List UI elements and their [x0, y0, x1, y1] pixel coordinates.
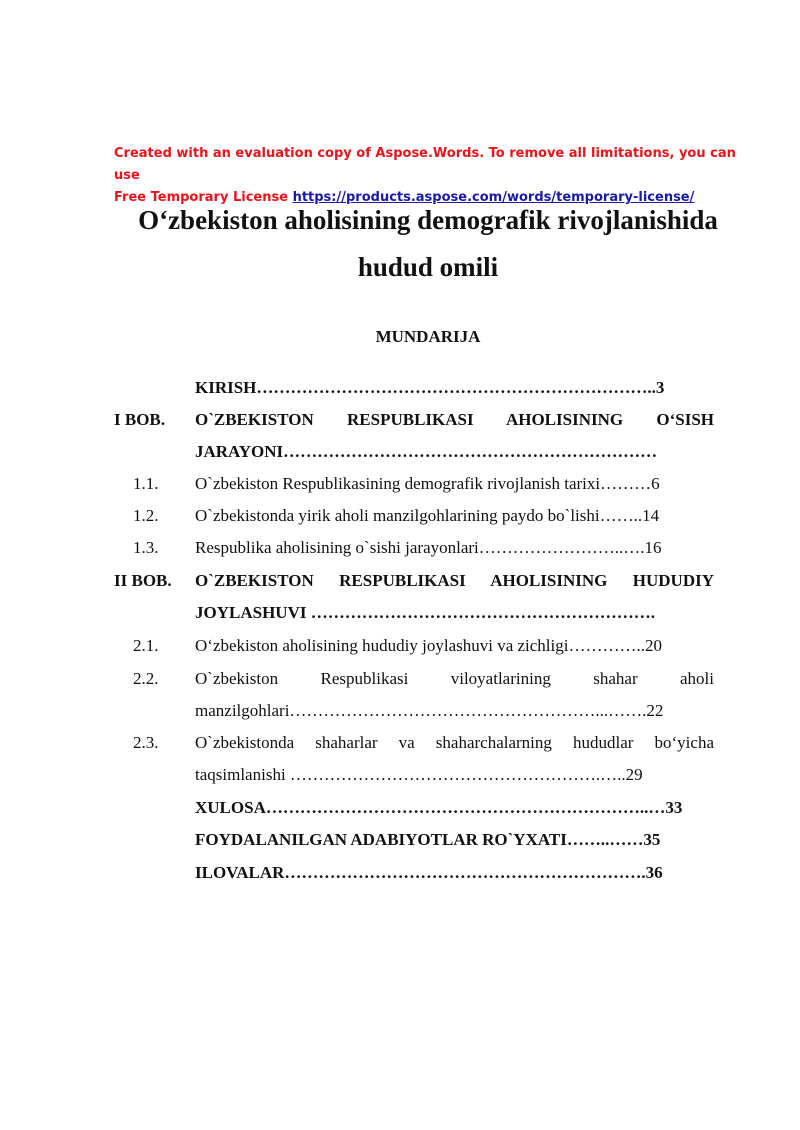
toc-section-2-2[interactable]: O`zbekiston Respublikasi viloyatlarining shahar aholi — [195, 669, 714, 688]
toc-section-1-3-number: 1.3. — [133, 538, 159, 557]
toc-section-2-3[interactable]: O`zbekistonda shaharlar va shaharchalarning hududlar bo‘yicha — [195, 733, 714, 752]
toc-section-2-2-cont[interactable]: manzilgohlari………………………………………………...…….22 — [195, 701, 664, 720]
document-title-line-2: hudud omili — [357, 252, 499, 282]
document-title-line-1: O‘zbekiston aholisining demografik rivojlanishida — [138, 205, 718, 235]
toc-section-2-1[interactable]: O‘zbekiston aholisining hududiy joylashuvi va zichligi…………..20 — [195, 636, 662, 655]
toc-section-2-3-number: 2.3. — [133, 733, 159, 752]
toc-chapter-2-title-cont[interactable]: JOYLASHUVI ……………………………………………………. — [195, 603, 655, 622]
toc-chapter-2-number: II BOB. — [114, 571, 172, 590]
toc-section-1-1[interactable]: O`zbekiston Respublikasining demografik rivojlanish tarixi………6 — [195, 474, 660, 493]
toc-section-1-1-number: 1.1. — [133, 474, 159, 493]
toc-chapter-1-number: I BOB. — [114, 410, 166, 429]
watermark-license-text: Free Temporary License — [114, 190, 293, 205]
toc-chapter-1-title-cont[interactable]: JARAYONI………………………………………………………… — [195, 442, 658, 461]
toc-section-1-2-number: 1.2. — [133, 506, 159, 525]
toc-section-2-3-cont[interactable]: taqsimlanishi ……………………………………………….…..29 — [195, 765, 643, 784]
toc-section-1-3[interactable]: Respublika aholisining o`sishi jarayonlari……………………..….16 — [195, 538, 662, 557]
toc-chapter-2-title[interactable]: O`ZBEKISTON RESPUBLIKASI AHOLISINING HUDUDIY — [195, 571, 714, 590]
toc-section-1-2[interactable]: O`zbekistonda yirik aholi manzilgohlarining paydo bo`lishi……..14 — [195, 506, 660, 525]
toc-section-2-2-number: 2.2. — [133, 669, 159, 688]
toc-entry-kirish[interactable]: KIRISH……………………………………………………………..3 — [195, 378, 665, 397]
watermark-license-link[interactable]: https://products.aspose.com/words/temporary-license/ — [292, 190, 695, 205]
watermark-line-1: Created with an evaluation copy of Aspose.Words. To remove all limitations, you can use — [114, 146, 736, 183]
toc-section-2-1-number: 2.1. — [133, 636, 159, 655]
toc-heading: MUNDARIJA — [375, 327, 481, 346]
toc-chapter-1-title[interactable]: O`ZBEKISTON RESPUBLIKASI AHOLISINING O‘SISH — [195, 410, 714, 429]
toc-entry-xulosa[interactable]: XULOSA…………………………………………………………..…33 — [195, 798, 683, 817]
toc-entry-ilovalar[interactable]: ILOVALAR……………………………………………………….36 — [195, 863, 663, 882]
toc-entry-bibliography[interactable]: FOYDALANILGAN ADABIYOTLAR RO`YXATI……..……35 — [195, 830, 661, 849]
